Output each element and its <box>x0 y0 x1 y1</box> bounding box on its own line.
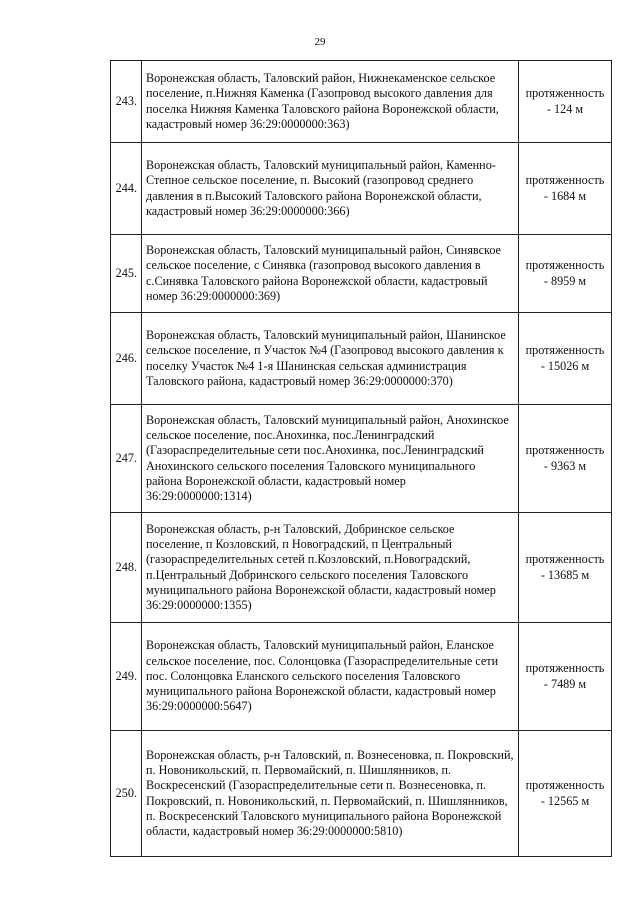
row-description: Воронежская область, Таловский муниципальный район, Анохинское сельское поселение, пос.Анохинка, пос.Ленинградский (Газораспределительные сети пос.Анохинка, пос.Ленинградский Анохинского сельского поселения Таловского муниципального района Воронежской области, кадастровый номер 36:29:0000000:1314) <box>142 405 519 513</box>
row-number: 249. <box>111 623 142 731</box>
length-label: протяженность <box>525 778 605 793</box>
length-label: протяженность <box>525 443 605 458</box>
row-length <box>519 623 612 731</box>
row-length <box>519 61 612 143</box>
table-row <box>111 623 612 731</box>
row-description: Воронежская область, Таловский муниципальный район, Каменно-Степное сельское поселение, п. Высокий (газопровод среднего давления в п.Высокий Таловского района Воронежской области, кадастровый номер 36:29:0000000:366) <box>142 143 519 235</box>
length-value: - 12565 м <box>540 793 590 808</box>
length-value: - 124 м <box>546 101 584 116</box>
row-number: 248. <box>111 513 142 623</box>
table-row <box>111 731 612 857</box>
table-row <box>111 405 612 513</box>
table-row <box>111 61 612 143</box>
row-length <box>519 313 612 405</box>
table-row <box>111 313 612 405</box>
length-value: - 15026 м <box>540 358 590 373</box>
row-description: Воронежская область, Таловский район, Нижнекаменское сельское поселение, п.Нижняя Каменка (Газопровод высокого давления для поселка Нижняя Каменка Таловского района Воронежской области, кадастровый номер 36:29:0000000:363) <box>142 61 519 143</box>
length-label: протяженность <box>525 173 605 188</box>
row-number: 247. <box>111 405 142 513</box>
row-description: Воронежская область, Таловский муниципальный район, Синявское сельское поселение, с Синявка (газопровод высокого давления в с.Синявка Таловского района Воронежской области, кадастровый номер 36:29:0000000:369) <box>142 235 519 313</box>
row-description: Воронежская область, Таловский муниципальный район, Шанинское сельское поселение, п Участок №4 (Газопровод высокого давления к поселку Участок №4 1-я Шанинская сельская администрация Таловского района, кадастровый номер 36:29:0000000:370) <box>142 313 519 405</box>
page-number: 29 <box>314 36 326 48</box>
row-number: 243. <box>111 61 142 143</box>
length-label: протяженность <box>525 258 605 273</box>
row-number: 246. <box>111 313 142 405</box>
row-number: 244. <box>111 143 142 235</box>
row-length <box>519 731 612 857</box>
table-row <box>111 143 612 235</box>
row-description: Воронежская область, Таловский муниципальный район, Еланское сельское поселение, пос. Солонцовка (Газораспределительные сети пос. Солонцовка Еланского сельского поселения Таловского муниципального района Воронежской области, кадастровый номер 36:29:0000000:5647) <box>142 623 519 731</box>
length-value: - 8959 м <box>543 273 587 288</box>
row-number: 245. <box>111 235 142 313</box>
length-label: протяженность <box>525 86 605 101</box>
length-label: протяженность <box>525 552 605 567</box>
row-length <box>519 405 612 513</box>
length-value: - 13685 м <box>540 567 590 582</box>
length-value: - 1684 м <box>543 188 587 203</box>
row-length <box>519 143 612 235</box>
row-number: 250. <box>111 731 142 857</box>
registry-table <box>110 60 612 857</box>
length-value: - 9363 м <box>543 458 587 473</box>
table-row <box>111 513 612 623</box>
table-row <box>111 235 612 313</box>
row-length <box>519 235 612 313</box>
row-description: Воронежская область, р-н Таловский, п. Вознесеновка, п. Покровский, п. Новоникольский, п. Первомайский, п. Шишлянников, п. Воскресенский (Газораспределительные сети п. Вознесеновка, п. Покровский, п. Новоникольский, п. Первомайский, п. Шишлянников, п. Воскресенский Таловского муниципального района Воронежской области, кадастровый номер 36:29:0000000:5810) <box>142 731 519 857</box>
length-value: - 7489 м <box>543 676 587 691</box>
length-label: протяженность <box>525 661 605 676</box>
row-length <box>519 513 612 623</box>
row-description: Воронежская область, р-н Таловский, Добринское сельское поселение, п Козловский, п Новоградский, п Центральный (газораспределительных сетей п.Козловский, п.Новоградский, п.Центральный Добринского сельского поселения Таловского муниципального района Воронежской области, кадастровый номер 36:29:0000000:1355) <box>142 513 519 623</box>
length-label: протяженность <box>525 343 605 358</box>
